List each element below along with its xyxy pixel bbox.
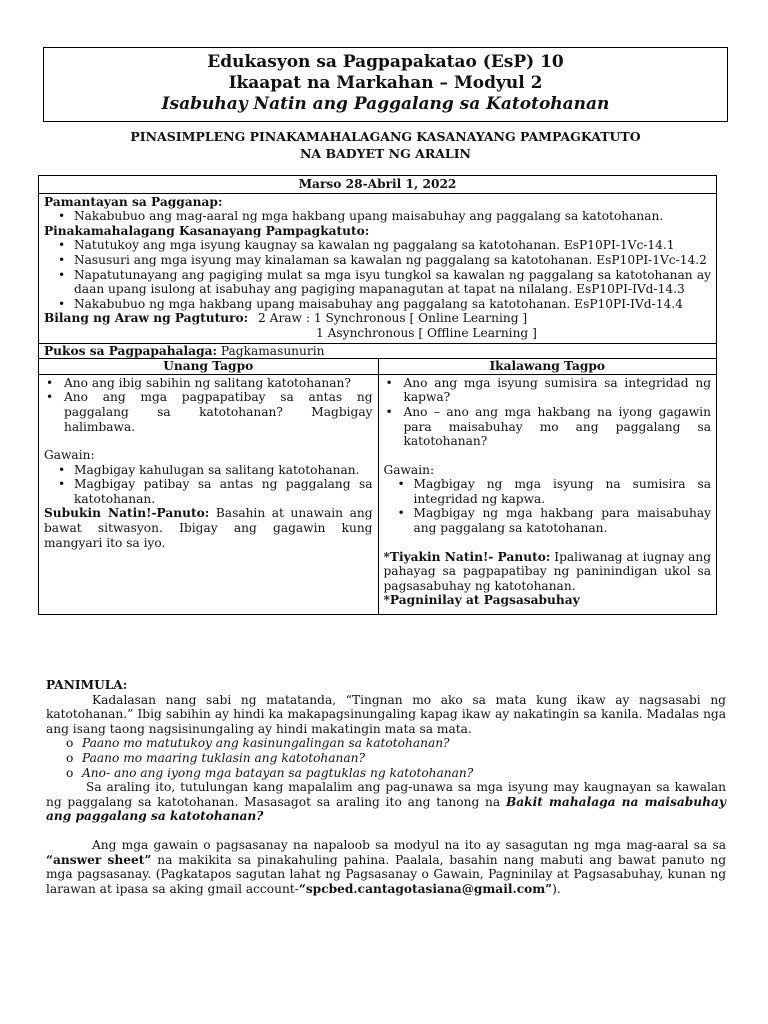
heading-line-2: NA BADYET NG ARALIN bbox=[300, 146, 471, 161]
ikalawang-questions bbox=[384, 376, 712, 449]
p2-question: Bakit mahalaga na maisabuhay ang paggalang sa katotohanan? bbox=[46, 794, 726, 824]
p3-end: ). bbox=[552, 881, 561, 896]
ikalawang-gawain-label: Gawain: bbox=[383, 462, 435, 477]
bilang-label: Bilang ng Araw ng Pagtuturo: bbox=[44, 311, 249, 326]
list-item: • Magbigay kahulugan sa salitang katotohanan. bbox=[44, 463, 373, 478]
pamantayan-list bbox=[44, 209, 711, 224]
list-item: • Magbigay patibay sa antas ng paggalang sa katotohanan. bbox=[44, 477, 373, 506]
list-item: • Natutukoy ang mga isyung kaugnay sa kawalan ng paggalang sa katotohanan. EsP10PI-1Vc-14.1 bbox=[44, 238, 711, 253]
list-item: • Nasusuri ang mga isyung may kinalaman sa kawalan ng paggalang sa katotohanan. EsP10PI-1Vc-14.2 bbox=[44, 253, 711, 268]
unang-gawain-label: Gawain: bbox=[44, 448, 95, 463]
pamantayan-label: Pamantayan sa Pagganap: bbox=[44, 194, 223, 209]
pinaka-list bbox=[44, 238, 711, 311]
subukin-label: Subukin Natin!-Panuto: bbox=[44, 506, 210, 521]
list-item: • Nakabubuo ng mga hakbang upang maisabuhay ang paggalang sa katotohanan. EsP10PI-IVd-14.4 bbox=[44, 297, 711, 312]
unang-questions bbox=[44, 376, 373, 434]
title-box bbox=[43, 47, 728, 122]
bilang-line-2-row bbox=[44, 326, 711, 341]
subukin-paragraph bbox=[44, 506, 373, 550]
pagninilay-label: *Pagninilay at Pagsasabuhay bbox=[383, 593, 580, 608]
pukos-value: Pagkamasunurin bbox=[220, 343, 325, 358]
p3-answer-sheet: “answer sheet” bbox=[46, 852, 152, 867]
list-item: • Ano ang ibig sabihin ng salitang katotohanan? bbox=[44, 376, 373, 391]
panimula-paragraph-2 bbox=[46, 780, 726, 824]
ikalawang-tagpo-column bbox=[378, 359, 717, 614]
panimula-section bbox=[46, 678, 726, 896]
panimula-questions bbox=[46, 736, 726, 780]
ikalawang-tagpo-title: Ikalawang Tagpo bbox=[379, 359, 717, 375]
pukos-row bbox=[39, 343, 716, 359]
subukin-text: Basahin at unawain ang bawat sitwasyon. Ibigay ang gagawin kung mangyari ito sa iyo. bbox=[44, 506, 373, 550]
list-item: • Ano – ano ang mga hakbang na iyong gagawin para maisabuhay mo ang paggalang sa katotohanan? bbox=[384, 405, 712, 449]
tiyakin-label: *Tiyakin Natin!- Panuto: bbox=[383, 549, 551, 564]
list-item: • Napatutunayang ang pagiging mulat sa mga isyu tungkol sa kawalan ng paggalang sa katotohanan ay daan upang isulong at isabuhay ang pagiging mapanagutan at tapat na nilalang. EsP10PI-IVd-14.3 bbox=[44, 268, 711, 297]
list-item: o Paano mo maaring tuklasin ang katotohanan? bbox=[66, 751, 726, 766]
unang-tagpo-body bbox=[39, 375, 378, 557]
heading-line-1: PINASIMPLENG PINAKAMAHALAGANG KASANAYANG PAMPAGKATUTO bbox=[130, 129, 641, 144]
lesson-budget-table bbox=[38, 175, 717, 615]
date-range: Marso 28-Abril 1, 2022 bbox=[39, 176, 716, 194]
p3-text-a: Ang mga gawain o pagsasanay na napaloob sa modyul na ito ay sasagutan ng mga mag-aaral sa sa bbox=[92, 837, 726, 852]
p2-text: Sa araling ito, tutulungan kang mapalalim ang pag-unawa sa mga isyung may kaugnayan sa kawalan ng paggalang sa katotohanan. Masasagot sa araling ito ang tanong na bbox=[46, 780, 726, 809]
unang-gawain-list bbox=[44, 463, 373, 507]
list-item: • Ano ang mga pagpapatibay sa antas ng paggalang sa katotohanan? Magbigay halimbawa. bbox=[44, 390, 373, 434]
list-item: o Paano mo matutukoy ang kasinungalingan sa katotohanan? bbox=[66, 736, 726, 751]
tagpo-columns bbox=[39, 358, 716, 614]
bilang-line-1: 2 Araw : 1 Synchronous [ Online Learning ] bbox=[258, 311, 528, 326]
pinaka-label: Pinakamahalagang Kasanayang Pampagkatuto: bbox=[44, 223, 370, 238]
panimula-label: PANIMULA: bbox=[46, 678, 128, 692]
pukos-label: Pukos sa Pagpapahalaga: bbox=[44, 343, 217, 358]
section-heading bbox=[43, 128, 728, 162]
p3-email: “spcbed.cantagotasiana@gmail.com” bbox=[298, 881, 553, 896]
lesson-title: Isabuhay Natin ang Paggalang sa Katotohanan bbox=[161, 94, 610, 114]
panimula-paragraph-1: Kadalasan nang sabi ng matatanda, “Tingnan mo ako sa mata kung ikaw ay nagsasabi ng katotohanan.” Ibig sabihin ay hindi ka makapagsinungaling kapag ikaw ay nakatingin sa kanila. Madalas nga ang isang taong nagsisinungaling ay hindi makatingin mata sa mata. bbox=[46, 692, 726, 736]
ikalawang-gawain-list bbox=[384, 477, 712, 535]
list-item: o Ano- ano ang iyong mga batayan sa pagtuklas ng katotohanan? bbox=[66, 766, 726, 781]
subject-title: Edukasyon sa Pagpapakatao (EsP) 10 bbox=[207, 52, 564, 72]
unang-tagpo-column bbox=[39, 359, 378, 614]
bilang-row bbox=[44, 311, 711, 326]
competency-block bbox=[39, 194, 716, 343]
unang-tagpo-title: Unang Tagpo bbox=[39, 359, 378, 375]
list-item: • Magbigay ng mga hakbang para maisabuhay ang paggalang sa katotohanan. bbox=[384, 506, 712, 535]
tiyakin-paragraph bbox=[384, 550, 712, 594]
list-item: • Magbigay ng mga isyung na sumisira sa integridad ng kapwa. bbox=[384, 477, 712, 506]
list-item: • Nakabubuo ang mag-aaral ng mga hakbang upang maisabuhay ang paggalang sa katotohanan. bbox=[44, 209, 711, 224]
list-item: • Ano ang mga isyung sumisira sa integridad ng kapwa? bbox=[384, 376, 712, 405]
p3-text-b: na makikita sa pinakahuling pahina. Paalala, basahin nang mabuti ang bawat panuto ng mga pagsasanay. (Pagkatapos sagutan lahat ng Pagsasanay o Gawain, Pagninilay at Pagsasabuhay, kunan ng larawan at ipasa sa aking gmail account- bbox=[46, 852, 726, 896]
tiyakin-text: Ipaliwanag at iugnay ang pahayag sa pagpapatibay ng paninindigan ukol sa pagsasabuhay ng katotohanan. bbox=[383, 549, 711, 593]
quarter-module-title: Ikaapat na Markahan – Modyul 2 bbox=[228, 73, 543, 93]
bilang-line-2: 1 Asynchronous [ Offline Learning ] bbox=[316, 325, 537, 340]
panimula-paragraph-3 bbox=[46, 838, 726, 896]
ikalawang-tagpo-body bbox=[379, 375, 717, 614]
